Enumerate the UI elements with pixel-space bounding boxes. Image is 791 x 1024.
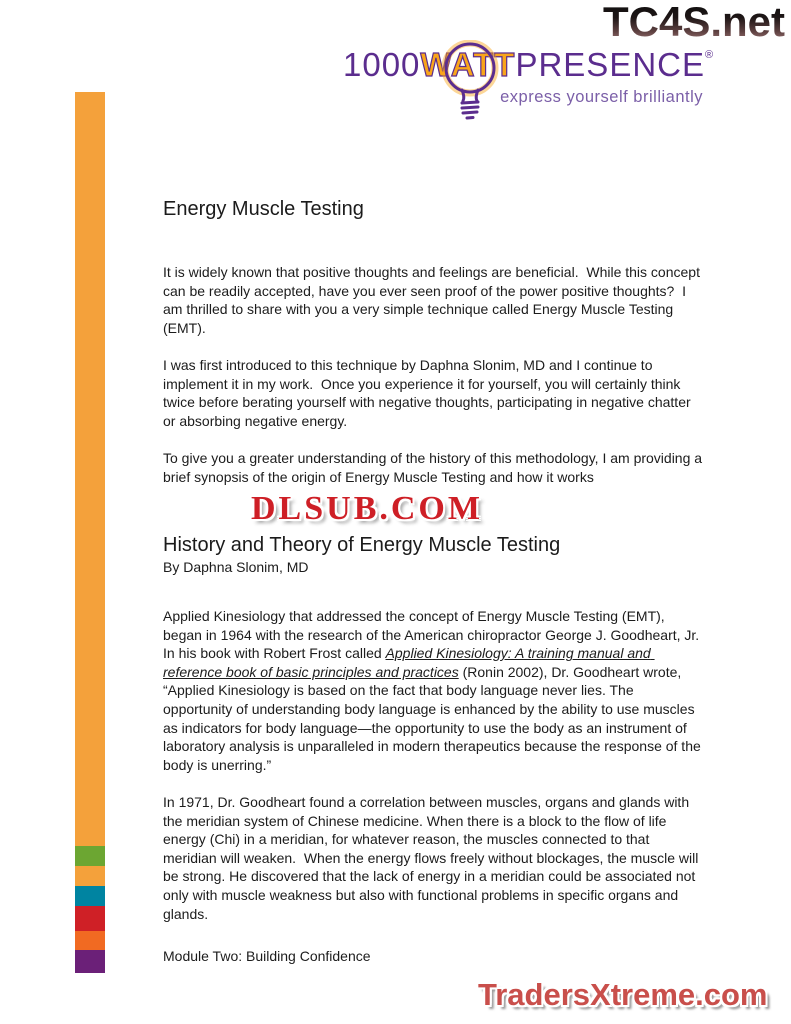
color-bar-segment-teal <box>75 886 105 906</box>
tradersxtreme-watermark: TradersXtreme.com <box>478 977 768 1012</box>
color-bar-segment-purple <box>75 950 105 973</box>
p4-post-text: (Ronin 2002), Dr. Goodheart wrote, “Applied Kinesiology is based on the fact that body language never lies. The opportunity of understanding body language is enhanced by the ability to use muscles as indicators for body language—the opportunity to use the body as an instrument of laboratory analysis is unparalleled in modern therapeutics because the response of the body is unerring.” <box>163 663 705 773</box>
logo-part-1000: 1000 <box>343 46 421 83</box>
section-heading: History and Theory of Energy Muscle Testing <box>163 534 561 556</box>
thousand-watt-presence-logo <box>343 48 715 118</box>
dlsub-watermark: DLSUB.COM <box>251 490 483 527</box>
color-bar-segment-main-orange <box>75 92 105 846</box>
paragraph-history-lead: To give you a greater understanding of the history of this methodology, I am providing a brief synopsis of the origin of Energy Muscle Testing and how it works <box>163 450 706 485</box>
color-bar-segment-green <box>75 846 105 866</box>
page-title: Energy Muscle Testing <box>163 198 364 220</box>
paragraph-introduced: I was first introduced to this technique by Daphna Slonim, MD and I continue to implement it in my work. Once you experience it for yourself, you will certainly think twice before berating yourself with negative thoughts, participating in negative chatter or absorbing negative energy. <box>163 357 695 429</box>
left-color-bar <box>75 92 105 973</box>
color-bar-segment-dark-orange <box>75 931 105 950</box>
logo-wordmark <box>343 48 715 81</box>
module-footer: Module Two: Building Confidence <box>163 948 371 964</box>
p4-pre-text: Applied Kinesiology that addressed the concept of Energy Muscle Testing (EMT), began in 1964 with the research of the American chiropractor George J. Goodheart, Jr. In his book with Robert Frost called <box>163 608 704 662</box>
paragraph-applied-kinesiology <box>163 607 706 774</box>
book-title: Applied Kinesiology: A training manual and reference book of basic principles and practices <box>163 645 655 680</box>
tc4s-watermark: TC4S.net <box>602 0 785 45</box>
color-bar-segment-orange <box>75 866 105 886</box>
paragraph-1971: In 1971, Dr. Goodheart found a correlation between muscles, organs and glands with the meridian system of Chinese medicine. When there is a block to the flow of life energy (Chi) in a meridian, for whatever reason, the muscles connected to that meridian will weaken. When the energy flows freely without blockages, the muscle will be strong. He discovered that the lack of energy in a meridian could be associated not only with muscle weakness but also with functional problems in specific organs and glands. <box>163 794 703 922</box>
logo-tagline: express yourself brilliantly <box>500 88 703 106</box>
logo-part-watt: WATT <box>420 46 516 83</box>
registered-mark-icon: ® <box>705 49 714 61</box>
color-bar-segment-red <box>75 906 105 931</box>
logo-part-presence: PRESENCE <box>515 46 706 83</box>
paragraph-intro: It is widely known that positive thoughts and feelings are beneficial. While this concept can be readily accepted, have you ever seen proof of the power positive thoughts? I am thrilled to share with you a very simple technique called Energy Muscle Testing (EMT). <box>163 264 704 336</box>
byline: By Daphna Slonim, MD <box>163 559 309 575</box>
